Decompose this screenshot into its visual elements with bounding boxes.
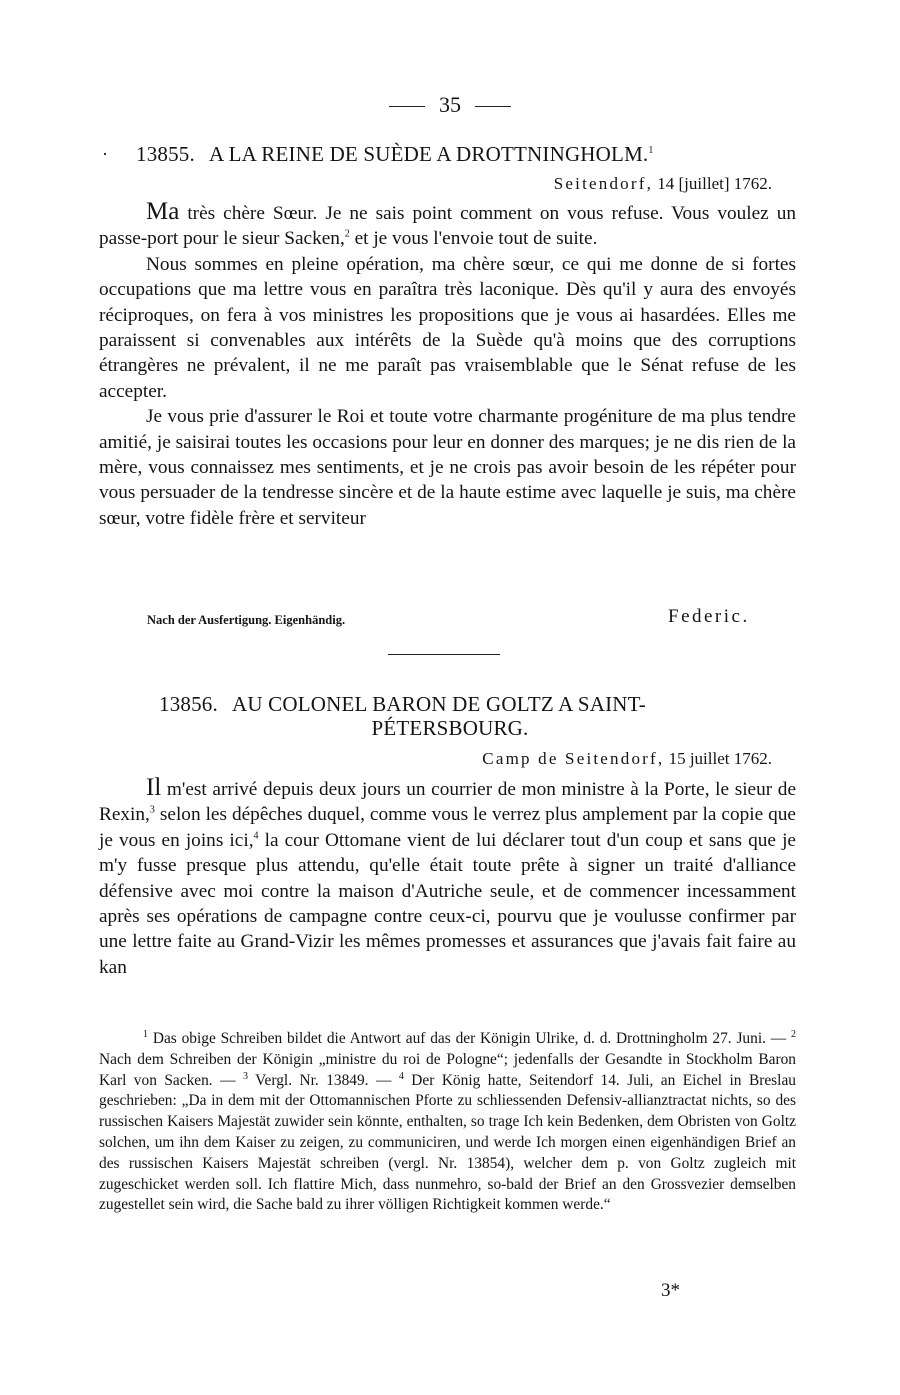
letter-title: AU COLONEL BARON DE GOLTZ A SAINT- (231, 692, 646, 716)
paragraph: Nous sommes en pleine opération, ma chère sœur, ce qui me donne de si fortes occupations que ma lettre vous en paraîtra très laconique. Dès qu'il y aura des envoyés réciproques, on fera à vos ministres les propositions que je vous ai hasardées. Elles me paraissent si convenables aux intérêts de la Suède qu'à moins que des corruptions étrangères ne prévalent, il ne me paraît pas vraisemblable que le Sénat refuse de les accepter. (99, 253, 796, 402)
letter-body (99, 774, 796, 980)
paragraph-text: la cour Ottomane vient de lui déclarer tout d'un coup et sans que je m'y fusse presque plus attendu, qu'elle était toute prête à signer un traité d'alliance défensive avec moi contre la maison d'Autriche seule, et de commencer incessamment après ses opérations de campagne contre ceux-ci, pourvu que je voulusse confirmer par une lettre faite au Grand-Vizir les mêmes promesses et assurances que j'avais fait faire au kan (99, 829, 796, 978)
letter-place: Seitendorf, (553, 174, 654, 193)
footnote-marker: 2 (344, 228, 350, 240)
letter-heading (136, 142, 654, 167)
footnote-text: Der König hatte, Seitendorf 14. Juli, an Eichel in Breslau geschrieben: „Da in dem mit der Ottomannischen Pforte zu schliessenden Defensiv-allianztractat nichts, so des russischen Kaisers Majestät zuwider sein könnte, enthalten, so trage Ich kein Bedenken, dem Obristen von Goltz solchen, um ihn dem Kaiser zu zeigen, zu communiciren, und werde Ich morgen einen eigenhändigen Brief an des russischen Kaisers Majestät schreiben (vergl. Nr. 13854), welcher dem p. von Goltz zugleich mit zugeschicket werden soll. Ich flattire Mich, dass nunmehro, so-bald der Brief an den Grossvezier demselben zugestellet sein wird, die Sache bald zu ihrer völligen Richtigkeit kommen werde.“ (99, 1071, 796, 1214)
footnote-marker: 1 (143, 1028, 148, 1040)
footnote-marker: 2 (791, 1028, 796, 1040)
initial-word: Il (146, 774, 162, 801)
letter-title: A LA REINE DE SUÈDE A DROTTNINGHOLM. (208, 142, 649, 166)
section-divider (388, 654, 500, 655)
letter-date: 15 juillet 1762. (668, 749, 772, 768)
letter-title-continued: PÉTERSBOURG. (371, 716, 529, 740)
footnote-text: Nach dem Schreiben der Königin „ministre du roi de Pologne“; jedenfalls der Gesandte in Stockholm Baron Karl von Sacken. — (99, 1050, 796, 1089)
paragraph-text: très chère Sœur. Je ne sais point comment on vous refuse. Vous voulez un passe-port pour le sieur Sacken, (99, 203, 796, 250)
page-number: 35 (439, 92, 461, 117)
footnotes (99, 1029, 796, 1216)
paragraph-text: selon les dépêches duquel, comme vous le verrez plus amplement par la copie que je vous en joins ici, (99, 804, 796, 851)
letter-number: 13855. (136, 142, 195, 166)
footnote-marker: 4 (398, 1070, 404, 1082)
footnote-marker: 3 (242, 1070, 248, 1082)
letter-dateline (482, 749, 772, 769)
source-note: Nach der Ausfertigung. Eigenhändig. (147, 613, 346, 627)
letter-heading (159, 692, 646, 717)
letter-place: Camp de Seitendorf, (482, 749, 665, 768)
paragraph (99, 774, 796, 980)
printer-signature-mark: 3* (661, 1280, 680, 1301)
footnote-marker: 4 (253, 830, 259, 842)
initial-word: Ma (146, 198, 180, 225)
letter-dateline (554, 174, 772, 194)
footnote-marker: 3 (149, 804, 155, 816)
footnote-text: Vergl. Nr. 13849. — (247, 1071, 399, 1089)
paragraph-text: et je vous l'envoie tout de suite. (349, 228, 598, 250)
letter-number: 13856. (159, 692, 218, 716)
margin-mark (104, 153, 106, 155)
signature: Federic. (668, 606, 750, 627)
paragraph (99, 198, 796, 252)
paragraph-text: m'est arrivé depuis deux jours un courrier de mon ministre à la Porte, le sieur de Rexin, (99, 779, 796, 826)
page-number-dash-left (389, 106, 425, 107)
page-number-line (0, 92, 900, 118)
letter-date: 14 [juillet] 1762. (657, 174, 772, 193)
footnote-marker: 1 (648, 145, 654, 156)
letter-heading-line2 (0, 716, 900, 741)
footnote-block (99, 1029, 796, 1216)
letter-body (99, 198, 796, 531)
page-number-dash-right (475, 106, 511, 107)
paragraph: Je vous prie d'assurer le Roi et toute votre charmante progéniture de ma plus tendre amitié, je saisirai toutes les occasions pour leur en donner des marques; je ne dis rien de la mère, vous connaissez mes sentiments, et je ne crois pas avoir besoin de les répéter pour vous persuader de la tendresse sincère et de la haute estime avec laquelle je suis, ma chère sœur, votre fidèle frère et serviteur (99, 406, 796, 529)
footnote-text: Das obige Schreiben bildet die Antwort auf das der Königin Ulrike, d. d. Drottningholm 27. Juni. — (148, 1030, 791, 1047)
